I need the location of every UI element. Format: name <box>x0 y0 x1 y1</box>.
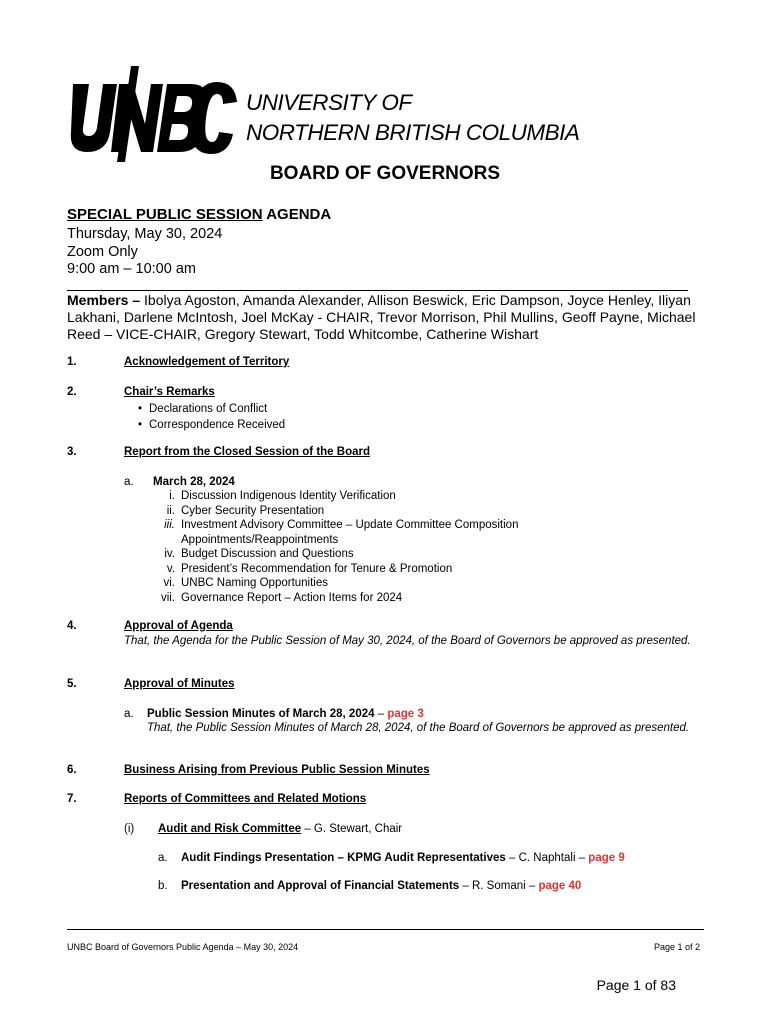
list-item: vii. Governance Report – Action Items for 2024 <box>160 591 403 604</box>
session-title <box>67 206 331 223</box>
list-item: i. Discussion Indigenous Identity Verification <box>169 490 396 502</box>
financial-statements-item: Presentation and Approval of Financial Statements – R. Somani – page 40 <box>181 880 582 892</box>
sub-title-march-28: March 28, 2024 <box>153 476 235 488</box>
footer-left: UNBC Board of Governors Public Agenda – May 30, 2024 <box>67 942 299 952</box>
item-title-committee-reports: Reports of Committees and Related Motions <box>124 793 367 805</box>
list-item: ii. Cyber Security Presentation <box>166 504 325 517</box>
document-page-count: Page 1 of 83 <box>596 977 676 993</box>
item-number: 4. <box>67 620 77 632</box>
meeting-details <box>67 226 222 279</box>
sub-letter: a. <box>124 476 134 488</box>
item-title-chairs-remarks: Chair’s Remarks <box>124 386 215 398</box>
university-line2: NORTHERN BRITISH COLUMBIA <box>246 120 580 145</box>
minutes-sub-item: Public Session Minutes of March 28, 2024 – page 3 <box>147 708 424 720</box>
list-item: Appointments/Reappointments <box>181 533 339 546</box>
list-item: vi. UNBC Naming Opportunities <box>163 577 329 589</box>
item-number: 1. <box>67 356 77 368</box>
list-item: iv. Budget Discussion and Questions <box>164 548 354 560</box>
university-line1: UNIVERSITY OF <box>246 90 412 115</box>
sub-letter: a. <box>158 852 168 864</box>
members-list <box>67 292 697 343</box>
list-item: • Declarations of Conflict <box>138 401 285 417</box>
agenda-motion: That, the Agenda for the Public Session of May 30, 2024, of the Board of Governors be approved as presented. <box>124 635 691 647</box>
item-number: 7. <box>67 793 77 805</box>
divider <box>67 290 688 291</box>
item-title-approval-of-agenda: Approval of Agenda <box>124 620 233 632</box>
item-number: 3. <box>67 446 77 458</box>
meeting-date: Thursday, May 30, 2024 <box>67 226 223 242</box>
university-name <box>246 88 579 148</box>
board-title: BOARD OF GOVERNORS <box>269 163 501 184</box>
list-item: v. President’s Recommendation for Tenure & Promotion <box>166 562 453 575</box>
item-number: 5. <box>67 678 77 690</box>
item-number: 2. <box>67 386 77 398</box>
committee-title: Audit and Risk Committee <box>158 823 302 835</box>
page-ref: page 3 <box>387 708 424 720</box>
committee-chair: – G. Stewart, Chair <box>301 823 403 835</box>
sub-letter: a. <box>124 708 134 720</box>
members-names: Ibolya Agoston, Amanda Alexander, Allison Beswick, Eric Dampson, Joyce Henley, Iliyan Lakhani, Darlene McIntosh, Joel McKay - CHAIR, Trevor Morrison, Phil Mullins, Geoff Payne, Michael Reed – VICE-CHAIR, Gregory Stewart, Todd Whitcombe, Catherine Wishart <box>67 292 696 342</box>
item-number: 6. <box>67 764 77 776</box>
item-title-approval-of-minutes: Approval of Minutes <box>124 678 235 690</box>
session-title-rest: AGENDA <box>262 206 332 223</box>
closed-session-items <box>143 489 518 605</box>
item-title-acknowledgement: Acknowledgement of Territory <box>124 356 290 368</box>
list-item: iii. Investment Advisory Committee – Update Committee Composition <box>164 519 519 531</box>
members-label: Members – <box>67 292 141 308</box>
minutes-sub-title: Public Session Minutes of March 28, 2024 <box>147 708 375 720</box>
item-title-business-arising: Business Arising from Previous Public Session Minutes <box>124 764 430 776</box>
committee-number: (i) <box>124 823 135 835</box>
meeting-location: Zoom Only <box>67 243 138 260</box>
meeting-time: 9:00 am – 10:00 am <box>67 261 196 277</box>
committee-line <box>158 822 402 837</box>
footer-divider <box>67 929 704 930</box>
minutes-motion: That, the Public Session Minutes of March 28, 2024, of the Board of Governors be approved as presented. <box>147 722 690 734</box>
unbc-logo <box>67 66 237 162</box>
page-ref: page 9 <box>588 852 625 864</box>
page-ref: page 40 <box>538 880 582 892</box>
chairs-remarks-list <box>138 401 285 433</box>
item-title-closed-session-report: Report from the Closed Session of the Board <box>124 446 370 458</box>
session-title-underlined: SPECIAL PUBLIC SESSION <box>67 206 263 223</box>
footer-page-number: Page 1 of 2 <box>653 942 700 952</box>
audit-findings-item: Audit Findings Presentation – KPMG Audit Representatives – C. Naphtali – page 9 <box>181 852 625 864</box>
list-item: • Correspondence Received <box>138 417 285 433</box>
sub-letter: b. <box>158 880 168 892</box>
